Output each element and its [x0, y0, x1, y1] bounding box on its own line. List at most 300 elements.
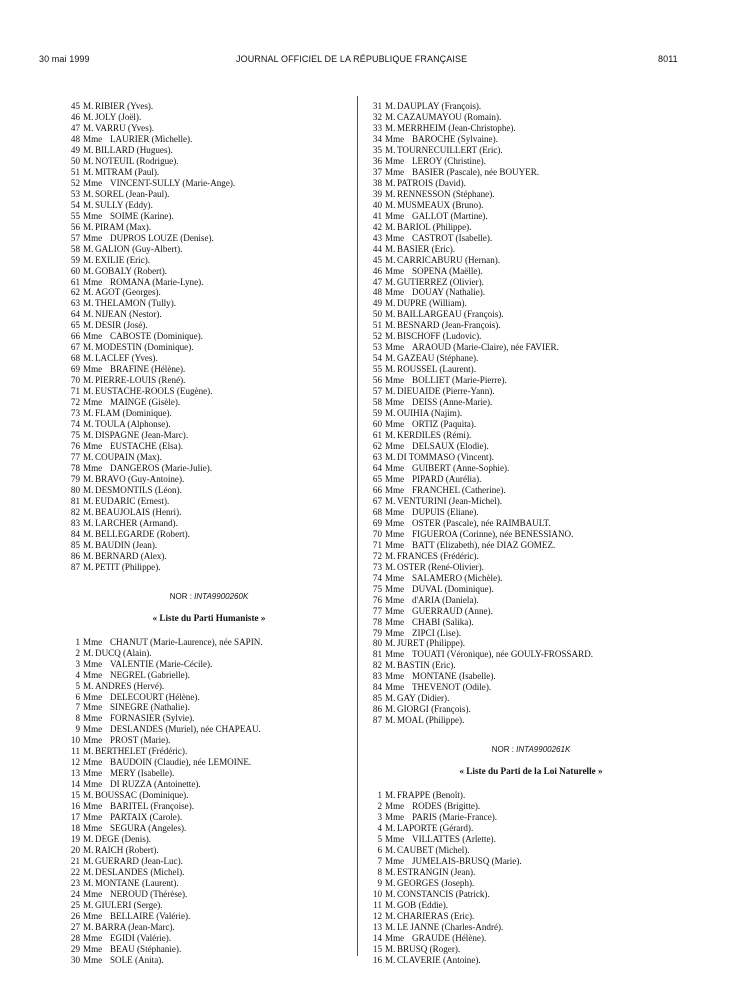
nor-reference [366, 744, 696, 755]
entry-title: M. [385, 899, 396, 910]
list-item [64, 255, 354, 266]
entry-number: 61 [70, 276, 80, 287]
entry-name: DISPAGNE (Jean-Marc). [95, 430, 189, 441]
list-item [366, 595, 696, 606]
entry-name: MERY (Isabelle). [110, 768, 175, 779]
list-item [64, 222, 354, 233]
entry-number: 78 [372, 616, 382, 627]
entry-name: AGOT (Georges). [95, 287, 161, 298]
entry-number: 56 [70, 221, 80, 232]
entry-title: M. [83, 419, 94, 430]
entry-number: 6 [377, 845, 382, 856]
list-item [366, 617, 696, 628]
entry-title: M. [385, 638, 396, 649]
entry-title: M. [83, 320, 94, 331]
list-item [366, 867, 696, 878]
entry-title: M. [83, 790, 94, 801]
entry-number: 8 [75, 713, 80, 724]
entry-number: 45 [70, 101, 80, 111]
entry-title: M. [83, 484, 94, 495]
list-item [64, 562, 354, 573]
entry-title: M. [83, 506, 94, 517]
list-item [64, 637, 354, 648]
entry-number: 58 [372, 397, 382, 408]
entry-number: 30 [70, 954, 80, 965]
entry-number: 27 [70, 921, 80, 932]
entry-number: 16 [70, 801, 80, 812]
entry-name: RODES (Brigitte). [412, 801, 481, 812]
entry-title: Mme [83, 768, 103, 779]
entry-number: 77 [70, 452, 80, 462]
entry-title: M. [83, 495, 94, 506]
entry-number: 51 [372, 320, 382, 331]
entry-number: 49 [70, 144, 80, 155]
entry-title: M. [83, 254, 94, 265]
entry-name: DESLANDES (Michel). [95, 867, 185, 877]
entry-title: M. [83, 473, 94, 484]
entry-title: Mme [385, 287, 405, 298]
entry-number: 62 [372, 441, 382, 452]
list-item [64, 189, 354, 200]
list-item [64, 900, 354, 911]
entry-title: Mme [385, 616, 405, 627]
list-item [64, 878, 354, 889]
entry-number: 50 [70, 155, 80, 166]
entry-number: 64 [70, 309, 80, 320]
candidate-list-continued [64, 101, 354, 573]
list-item [64, 342, 354, 353]
entry-title: M. [385, 910, 396, 921]
entry-name: DAUPLAY (François). [397, 101, 482, 111]
entry-title: Mme [385, 682, 405, 693]
entry-name: ROMANA (Marie-Lyne). [110, 276, 204, 287]
entry-name: OUIHIA (Najim). [397, 408, 463, 419]
entry-title: Mme [83, 691, 103, 702]
list-item [366, 331, 696, 342]
entry-title: Mme [385, 834, 405, 845]
list-item [366, 584, 696, 595]
entry-number: 65 [372, 473, 382, 484]
list-item [366, 342, 696, 353]
list-item [366, 211, 696, 222]
list-item [366, 518, 696, 529]
list-item [64, 287, 354, 298]
list-heading-loi-naturelle: « Liste du Parti de la Loi Naturelle » [459, 766, 603, 777]
entry-number: 70 [70, 375, 80, 386]
list-heading-parti-humaniste: « Liste du Parti Humaniste » [152, 612, 266, 623]
entry-number: 67 [70, 342, 80, 353]
list-item [366, 255, 696, 266]
entry-name: DELECOURT (Hélène). [110, 691, 200, 702]
entry-name: SOREL (Jean-Paul). [95, 188, 170, 199]
list-item [366, 704, 696, 715]
entry-number: 74 [372, 572, 382, 583]
entry-number: 81 [372, 649, 382, 660]
entry-title: M. [385, 144, 396, 155]
entry-name: BAUDIN (Jean). [95, 539, 158, 550]
entry-title: Mme [83, 812, 103, 823]
list-item [64, 397, 354, 408]
entry-name: BEAU (Stéphanie). [110, 943, 182, 954]
entry-number: 71 [372, 539, 382, 550]
entry-title: M. [83, 517, 94, 528]
entry-number: 61 [372, 430, 382, 441]
list-item [64, 134, 354, 145]
entry-name: BARITEL (Françoise). [110, 801, 195, 812]
list-item [366, 955, 696, 966]
list-item [64, 375, 354, 386]
entry-name: DUPRE (William). [397, 298, 467, 309]
list-item [64, 911, 354, 922]
entry-title: M. [385, 221, 396, 232]
entry-title: Mme [83, 658, 103, 669]
entry-number: 44 [372, 243, 382, 254]
entry-title: Mme [83, 232, 103, 243]
list-item [366, 562, 696, 573]
entry-number: 46 [372, 265, 382, 276]
list-item [64, 540, 354, 551]
entry-number: 37 [372, 166, 382, 177]
entry-number: 2 [377, 801, 382, 812]
entry-number: 1 [377, 790, 382, 801]
list-item [366, 200, 696, 211]
list-item [64, 702, 354, 713]
list-item [366, 134, 696, 145]
entry-name: JURET (Philippe). [397, 638, 466, 649]
entry-number: 63 [70, 298, 80, 309]
entry-number: 10 [70, 735, 80, 746]
entry-title: Mme [83, 735, 103, 746]
entry-title: Mme [385, 932, 405, 943]
nor-code: INTA9900261K [516, 745, 571, 755]
entry-title: M. [83, 452, 94, 462]
entry-number: 86 [372, 704, 382, 715]
list-item [366, 156, 696, 167]
entry-title: Mme [385, 155, 405, 166]
list-item [366, 123, 696, 134]
entry-name: DESLANDES (Muriel), née CHAPEAU. [110, 724, 261, 735]
entry-title: Mme [385, 419, 405, 430]
entry-number: 68 [372, 506, 382, 517]
entry-name: JOLY (Joël). [95, 111, 142, 122]
entry-number: 25 [70, 899, 80, 910]
entry-number: 48 [372, 287, 382, 298]
entry-name: BERNARD (Alex). [95, 550, 167, 561]
entry-title: Mme [385, 441, 405, 452]
entry-number: 59 [70, 254, 80, 265]
list-item [64, 452, 354, 463]
entry-title: Mme [83, 702, 103, 713]
entry-title: Mme [83, 779, 103, 790]
list-item [64, 364, 354, 375]
entry-number: 19 [70, 834, 80, 845]
entry-title: M. [83, 430, 94, 441]
entry-title: Mme [83, 713, 103, 724]
entry-title: M. [83, 155, 94, 166]
entry-title: M. [83, 309, 94, 320]
list-item [64, 955, 354, 966]
entry-number: 14 [70, 779, 80, 790]
list-item [366, 823, 696, 834]
list-item [366, 573, 696, 584]
entry-name: DI RUZZA (Antoinette). [110, 779, 201, 790]
list-item [366, 277, 696, 288]
list-item [366, 298, 696, 309]
entry-title: M. [385, 386, 396, 397]
entry-number: 82 [70, 506, 80, 517]
list-item [64, 200, 354, 211]
list-item [64, 735, 354, 746]
entry-name: BAUDOIN (Claudie), née LEMOINE. [110, 757, 252, 768]
entry-name: BAROCHE (Sylvaine). [412, 133, 498, 144]
list-item [64, 419, 354, 430]
entry-name: BILLARD (Hugues). [95, 144, 173, 155]
list-item [366, 790, 696, 801]
entry-name: GAZEAU (Stéphane). [397, 353, 479, 364]
entry-title: M. [83, 144, 94, 155]
entry-title: M. [385, 877, 396, 888]
entry-number: 87 [372, 715, 382, 726]
entry-number: 39 [372, 188, 382, 199]
entry-name: MITRAM (Paul). [95, 166, 160, 177]
list-item [64, 746, 354, 757]
entry-name: ESTRANGIN (Jean). [397, 867, 476, 877]
list-item [366, 474, 696, 485]
list-item [366, 408, 696, 419]
entry-title: Mme [385, 594, 405, 605]
entry-number: 87 [70, 561, 80, 572]
entry-name: NIJEAN (Nestor). [95, 309, 162, 320]
entry-title: Mme [385, 265, 405, 276]
entry-name: LE JANNE (Charles-André). [397, 921, 504, 932]
entry-name: DESMONTILS (Léon). [95, 484, 182, 495]
entry-name: JUMELAIS-BRUSQ (Marie). [412, 856, 522, 867]
entry-name: CHARIERAS (Eric). [397, 910, 475, 921]
header-date: 30 mai 1999 [39, 54, 90, 64]
entry-number: 5 [377, 834, 382, 845]
list-item [64, 178, 354, 189]
entry-number: 34 [372, 133, 382, 144]
entry-title: M. [385, 823, 396, 834]
entry-number: 77 [372, 605, 382, 616]
list-item [64, 474, 354, 485]
list-item [64, 724, 354, 735]
list-item [64, 681, 354, 692]
list-item [366, 419, 696, 430]
entry-name: GALION (Guy-Albert). [95, 243, 183, 254]
entry-name: ARAOUD (Marie-Claire), née FAVIER. [412, 342, 559, 353]
entry-name: TOULA (Alphonse). [95, 419, 171, 430]
entry-number: 52 [70, 177, 80, 188]
entry-number: 66 [70, 331, 80, 342]
entry-name: FRAPPE (Benoît). [397, 790, 466, 801]
entry-number: 81 [70, 495, 80, 506]
list-item [366, 178, 696, 189]
entry-number: 51 [70, 166, 80, 177]
entry-name: OSTER (René-Olivier). [397, 561, 484, 572]
list-item [64, 277, 354, 288]
entry-name: ZIPCI (Lise). [412, 627, 461, 638]
list-item [366, 649, 696, 660]
entry-title: M. [385, 320, 396, 331]
entry-name: LACLEF (Yves). [95, 353, 158, 364]
entry-title: Mme [385, 506, 405, 517]
entry-title: Mme [385, 605, 405, 616]
entry-number: 53 [70, 188, 80, 199]
entry-name: DOUAY (Nathalie). [412, 287, 486, 298]
entry-name: GIORGI (François). [397, 704, 471, 715]
entry-number: 13 [70, 768, 80, 779]
entry-number: 36 [372, 155, 382, 166]
list-item [366, 386, 696, 397]
list-item [366, 540, 696, 551]
list-item [366, 900, 696, 911]
entry-name: BARRA (Jean-Marc). [95, 921, 175, 932]
list-item [366, 715, 696, 726]
entry-name: BOUSSAC (Dominique). [95, 790, 189, 801]
entry-number: 2 [75, 647, 80, 658]
list-item [64, 812, 354, 823]
list-item [366, 671, 696, 682]
entry-name: SOPENA (Maëlle). [412, 265, 483, 276]
entry-name: FLAM (Dominique). [95, 408, 172, 419]
list-item [366, 944, 696, 955]
entry-title: M. [83, 845, 94, 856]
entry-name: TOUATI (Véronique), née GOULY-FROSSARD. [412, 649, 594, 660]
entry-name: EGIDI (Valérie). [110, 932, 172, 943]
list-item [366, 606, 696, 617]
entry-name: EXILIE (Eric). [95, 254, 151, 265]
entry-number: 75 [70, 430, 80, 441]
entry-name: GRAUDE (Hélène). [412, 932, 487, 943]
entry-number: 9 [377, 877, 382, 888]
entry-title: M. [83, 243, 94, 254]
entry-number: 84 [372, 682, 382, 693]
entry-name: DANGEROS (Marie-Julie). [110, 462, 213, 473]
entry-title: Mme [83, 636, 103, 647]
entry-number: 70 [372, 528, 382, 539]
entry-title: Mme [385, 166, 405, 177]
entry-number: 54 [70, 199, 80, 210]
entry-number: 23 [70, 877, 80, 888]
entry-title: M. [83, 287, 94, 298]
entry-number: 65 [70, 320, 80, 331]
entry-title: M. [83, 408, 94, 419]
list-item [366, 167, 696, 178]
entry-name: DUCQ (Alain). [95, 647, 152, 658]
list-item [366, 628, 696, 639]
entry-number: 57 [70, 232, 80, 243]
entry-title: M. [385, 693, 396, 704]
entry-name: THEVENOT (Odile). [412, 682, 492, 693]
entry-name: DIEUAIDE (Pierre-Yann). [397, 386, 495, 397]
entry-title: M. [385, 954, 396, 965]
list-item [64, 933, 354, 944]
entry-title: M. [83, 856, 94, 867]
entry-name: RIBIER (Yves). [95, 101, 154, 111]
entry-title: M. [83, 834, 94, 845]
list-item [64, 823, 354, 834]
entry-title: Mme [83, 276, 103, 287]
list-item [64, 507, 354, 518]
entry-title: M. [385, 353, 396, 364]
list-item [64, 156, 354, 167]
entry-number: 66 [372, 484, 382, 495]
entry-number: 5 [75, 680, 80, 691]
entry-name: BELLEGARDE (Robert). [95, 528, 190, 539]
entry-title: Mme [83, 801, 103, 812]
entry-name: RAICH (Robert). [95, 845, 159, 856]
entry-title: M. [83, 899, 94, 910]
entry-number: 6 [75, 691, 80, 702]
entry-number: 84 [70, 528, 80, 539]
entry-name: GUERARD (Jean-Luc). [95, 856, 183, 867]
list-item [64, 463, 354, 474]
list-item [64, 145, 354, 156]
entry-title: Mme [385, 801, 405, 812]
entry-title: M. [83, 386, 94, 397]
entry-name: SEGURA (Angeles). [110, 823, 187, 834]
entry-name: DI TOMMASO (Vincent). [397, 452, 494, 462]
entry-number: 12 [372, 910, 382, 921]
entry-title: M. [385, 331, 396, 342]
entry-title: M. [83, 199, 94, 210]
entry-name: CLAVERIE (Antoine). [397, 954, 481, 965]
entry-number: 50 [372, 309, 382, 320]
entry-name: ORTIZ (Paquita). [412, 419, 477, 430]
entry-title: M. [385, 715, 396, 726]
entry-number: 72 [372, 550, 382, 561]
list-item [366, 496, 696, 507]
entry-number: 74 [70, 419, 80, 430]
list-item [64, 889, 354, 900]
entry-number: 4 [377, 823, 382, 834]
entry-number: 7 [75, 702, 80, 713]
entry-name: MONTANE (Isabelle). [412, 671, 496, 682]
entry-title: Mme [385, 342, 405, 353]
entry-title: M. [385, 790, 396, 801]
entry-number: 78 [70, 462, 80, 473]
entry-title: M. [385, 561, 396, 572]
entry-title: M. [83, 921, 94, 932]
list-item [366, 364, 696, 375]
entry-title: M. [385, 243, 396, 254]
list-item [64, 834, 354, 845]
nor-label: NOR : [169, 591, 192, 601]
entry-name: PATROIS (David). [397, 177, 466, 188]
entry-name: PARIS (Marie-France). [412, 812, 498, 823]
entry-name: MUSMEAUX (Bruno). [397, 199, 484, 210]
entry-number: 68 [70, 353, 80, 364]
journal-title: JOURNAL OFFICIEL DE LA RÉPUBLIQUE FRANÇAISE [236, 54, 468, 64]
list-item [366, 682, 696, 693]
list-item [366, 638, 696, 649]
entry-number: 53 [372, 342, 382, 353]
entry-name: BATT (Elizabeth), née DIAZ GOMEZ. [412, 539, 556, 550]
entry-number: 11 [71, 746, 80, 757]
entry-name: BRUSQ (Roger). [397, 943, 461, 954]
list-item [64, 233, 354, 244]
candidate-list-loi-naturelle [366, 790, 696, 966]
entry-number: 32 [372, 111, 382, 122]
entry-name: COUPAIN (Max). [95, 452, 162, 462]
left-column [64, 101, 354, 966]
entry-name: VENTURINI (Jean-Michel). [397, 495, 503, 506]
list-item [64, 670, 354, 681]
entry-title: M. [385, 888, 396, 899]
entry-name: PIRAM (Max). [95, 221, 152, 232]
entry-number: 59 [372, 408, 382, 419]
